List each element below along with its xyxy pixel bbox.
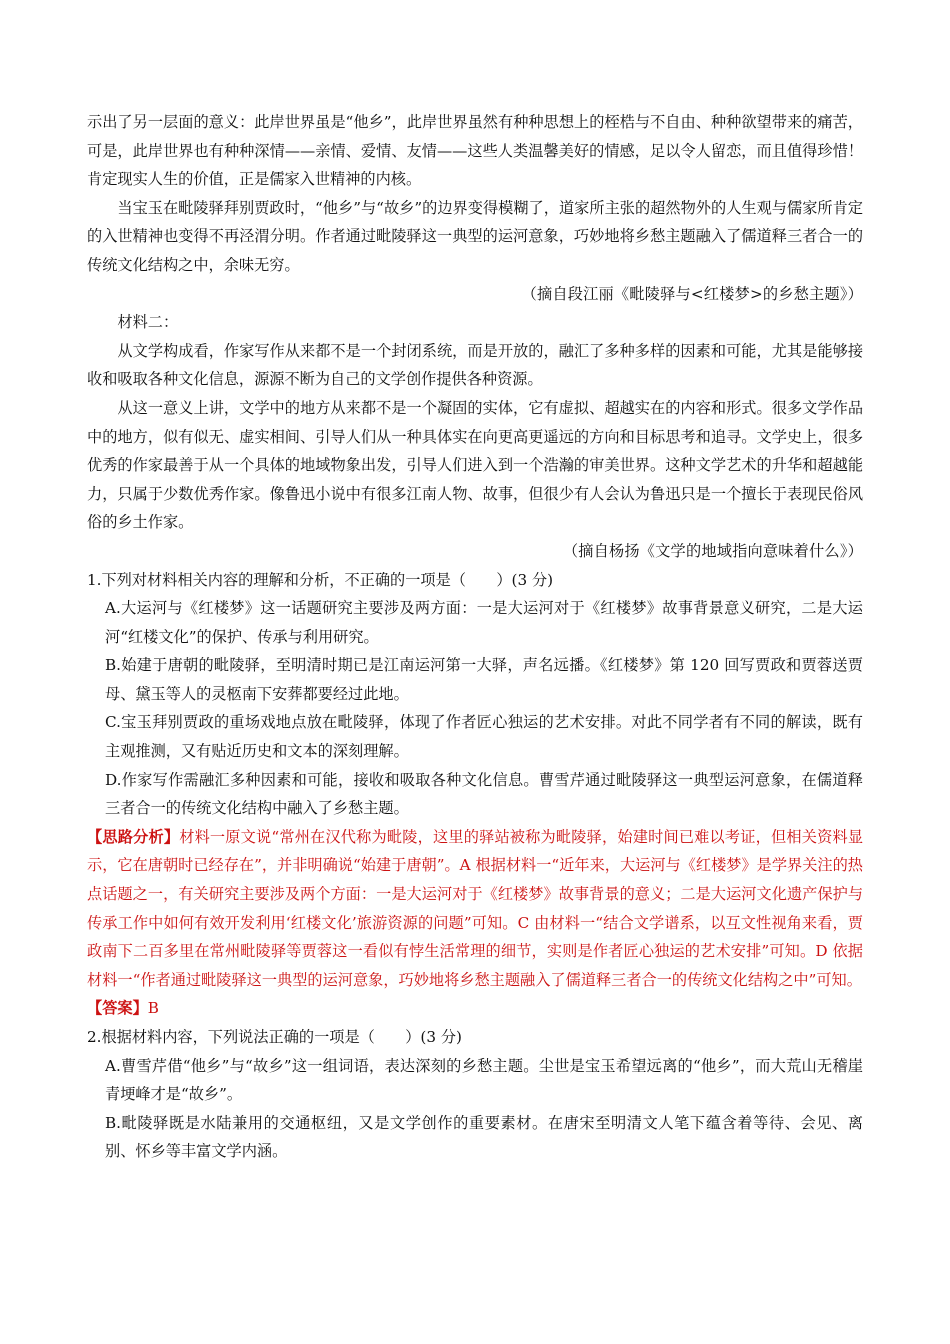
- option-a: A.曹雪芹借“他乡”与“故乡”这一组词语，表达深刻的乡愁主题。尘世是宝玉希望远离的“他乡”，而大荒山无稽崖青埂峰才是“故乡”。: [105, 1056, 863, 1104]
- body-paragraph: 当宝玉在毗陵驿拜别贾政时，“他乡”与“故乡”的边界变得模糊了，道家所主张的超然物外的人生观与儒家所肯定的入世精神也变得不再泾渭分明。作者通过毗陵驿这一典型的运河意象，巧妙地将乡愁主题融入了儒道释三者合一的传统文化结构之中，余味无穷。: [87, 198, 863, 274]
- analysis-label: 【思路分析】: [87, 827, 180, 846]
- option-a: A.大运河与《红楼梦》这一话题研究主要涉及两方面：一是大运河对于《红楼梦》故事背景意义研究，二是大运河“红楼文化”的保护、传承与利用研究。: [105, 599, 863, 646]
- answer-label: 【答案】: [87, 999, 148, 1018]
- question-stem: 2.根据材料内容，下列说法正确的一项是（ ）(3 分): [87, 1028, 462, 1046]
- body-paragraph: 从文学构成看，作家写作从来都不是一个封闭系统，而是开放的，融汇了多种多样的因素和可能，尤其是能够接收和吸取各种文化信息，源源不断为自己的文学创作提供各种资源。: [87, 341, 863, 389]
- material-label: 材料二：: [117, 313, 179, 332]
- body-paragraph: 从这一意义上讲，文学中的地方从来都不是一个凝固的实体，它有虚拟、超越实在的内容和形式。很多文学作品中的地方，似有似无、虚实相间、引导人们从一种具体实在向更高更遥远的方向和目标思考和追寻。文学史上，很多优秀的作家最善于从一个具体的地域物象出发，引导人们进入到一个浩瀚的审美世界。这种文学艺术的升华和超越能力，只属于少数优秀作家。像鲁迅小说中有很多江南人物、故事，但很少有人会认为鲁迅只是一个擅长于表现民俗风俗的乡土作家。: [87, 398, 863, 532]
- source-citation: （摘自杨扬《文学的地域指向意味着什么》）: [562, 541, 863, 560]
- answer-line: [87, 994, 863, 1023]
- option-c: C.宝玉拜别贾政的重场戏地点放在毗陵驿，体现了作者匠心独运的艺术安排。对此不同学者有不同的解读，既有主观推测，又有贴近历史和文本的深刻理解。: [105, 713, 863, 761]
- document-page: [87, 108, 863, 1166]
- option-b: B.始建于唐朝的毗陵驿，至明清时期已是江南运河第一大驿，声名远播。《红楼梦》第 120 回写贾政和贾蓉送贾母、黛玉等人的灵柩南下安葬都要经过此地。: [105, 656, 863, 703]
- analysis-block: [87, 823, 863, 995]
- option-b: B.毗陵驿既是水陆兼用的交通枢纽，又是文学创作的重要素材。在唐宋至明清文人笔下蕴含着等待、会见、离别、怀乡等丰富文学内涵。: [105, 1113, 863, 1161]
- option-d: D.作家写作需融汇多种因素和可能，接收和吸取各种文化信息。曹雪芹通过毗陵驿这一典型运河意象，在儒道释三者合一的传统文化结构中融入了乡愁主题。: [105, 770, 863, 818]
- answer-value: B: [147, 999, 159, 1018]
- source-citation: （摘自段江丽《毗陵驿与<红楼梦>的乡愁主题》）: [521, 284, 863, 303]
- question-stem: 1.下列对材料相关内容的理解和分析，不正确的一项是（ ）(3 分): [87, 570, 554, 589]
- analysis-text: 材料一原文说“常州在汉代称为毗陵，这里的驿站被称为毗陵驿，始建时间已难以考证，但相关资料显示，它在唐朝时已经存在”，并非明确说“始建于唐朝”。A 根据材料一“近年来，大运河与《红楼梦》是学界关注的热点话题之一，有关研究主要涉及两个方面：一是大运河对于《红楼梦》故事背景的意义；二是大运河文化遗产保护与传承工作中如何有效开发利用‘红楼文化’旅游资源的问题”可知。C 由材料一“结合文学谱系，以互文性视角来看，贾政南下二百多里在常州毗陵驿等贾蓉这一看似有悖生活常理的细节，实则是作者匠心独运的艺术安排”可知。D 依据材料一“作者通过毗陵驿这一典型的运河意象，巧妙地将乡愁主题融入了儒道释三者合一的传统文化结构之中”可知。: [87, 827, 864, 989]
- body-paragraph: 示出了另一层面的意义：此岸世界虽是“他乡”，此岸世界虽然有种种思想上的桎梏与不自由、种种欲望带来的痛苦，可是，此岸世界也有种种深情——亲情、爱情、友情——这些人类温馨美好的情感，足以令人留恋，而且值得珍惜！肯定现实人生的价值，正是儒家入世精神的内核。: [87, 113, 863, 189]
